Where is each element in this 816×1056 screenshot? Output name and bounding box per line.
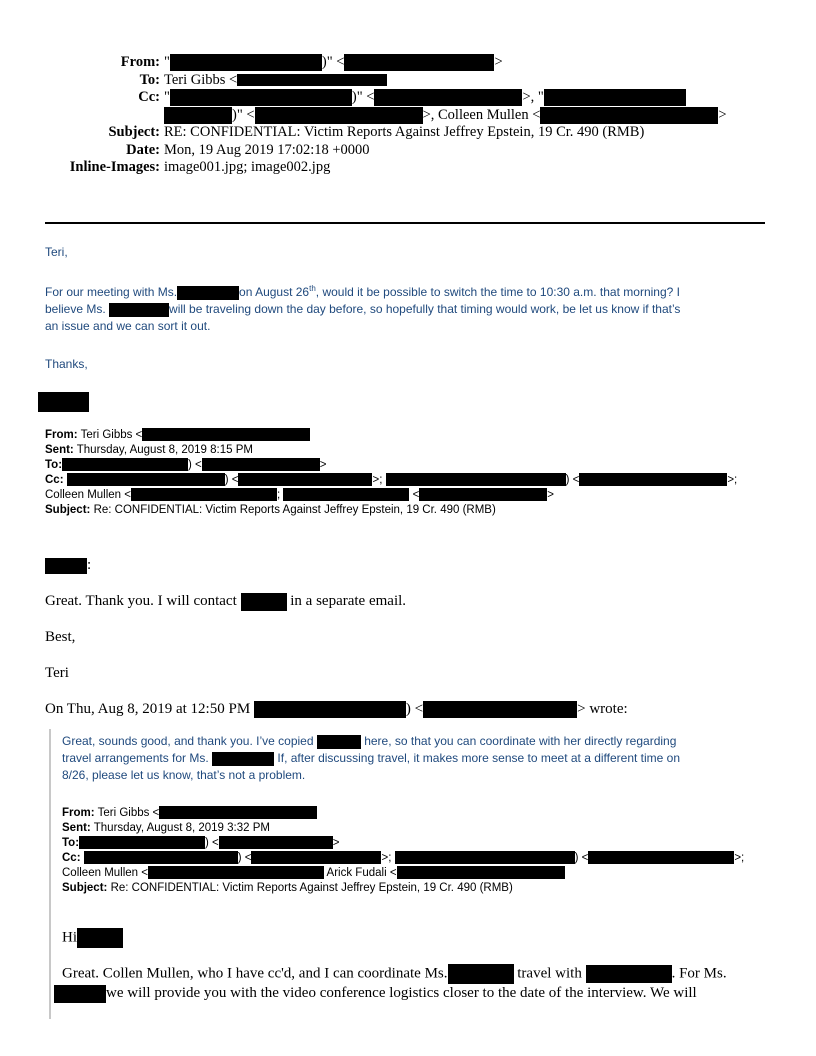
- msg3-body: Great. Collen Mullen, who I have cc'd, and I can coordinate Ms. travel with . For Ms. we will provide you with the video conference logistics closer to the date of the interview. We will: [62, 964, 767, 1003]
- header-to-value: [164, 72, 387, 90]
- msg1-greeting: Teri,: [45, 245, 68, 259]
- redaction: [241, 593, 287, 611]
- redaction: [79, 836, 205, 849]
- header-from-value: " )" < >: [164, 54, 503, 70]
- redaction: [317, 735, 361, 749]
- msg1-closing: Thanks,: [45, 357, 88, 371]
- redaction: [344, 54, 494, 71]
- redaction: [423, 701, 577, 718]
- redaction: [177, 286, 239, 300]
- header-date-row: [0, 142, 816, 160]
- redaction: [109, 303, 169, 317]
- header-date-value: Mon, 19 Aug 2019 17:02:18 +0000: [164, 141, 370, 158]
- redaction: [67, 473, 225, 486]
- redaction: [251, 851, 381, 864]
- cc-text: >, Colleen Mullen <: [422, 106, 541, 123]
- redaction: [164, 107, 232, 124]
- redaction: [586, 965, 672, 983]
- header-cc-row: [0, 89, 816, 107]
- header-to-row: [0, 72, 816, 90]
- redaction: [588, 851, 734, 864]
- header-to-name: Teri Gibbs <: [164, 71, 238, 88]
- header-to-label: To:: [139, 71, 160, 88]
- redaction: [255, 107, 423, 124]
- redaction: [170, 54, 322, 71]
- header-subject-row: [0, 124, 816, 142]
- header-divider: [45, 222, 765, 224]
- redaction: [142, 428, 310, 441]
- redaction: [374, 89, 522, 106]
- msg1-paragraph: For our meeting with Ms. on August 26th, would it be possible to switch the time to 10:30 a.m. that morning? I believe Ms. will be traveling down the day before, so hopefully that timing would work, be let us know if that’s an issue and we can sort it out.: [45, 284, 681, 333]
- redaction: [77, 928, 123, 948]
- quote-bar: [49, 729, 51, 1019]
- redaction: [283, 488, 409, 501]
- header-from-row: [0, 54, 816, 72]
- header-inline-images-row: [0, 159, 816, 177]
- redaction: [448, 964, 514, 984]
- redaction: [419, 488, 547, 501]
- msg2-salutation: :: [45, 556, 91, 574]
- redaction: [238, 473, 372, 486]
- redaction: [237, 74, 387, 86]
- redaction: [395, 851, 575, 864]
- redaction: [148, 866, 324, 879]
- redaction: [131, 488, 277, 501]
- header-from-label: From:: [120, 54, 160, 70]
- quoted-paragraph: Great, sounds good, and thank you. I’ve copied here, so that you can coordinate with her directly regarding travel arrangements for Ms. If, after discussing travel, it makes more sense to meet at a different time on 8/26, please let us know, that’s not a problem.: [62, 734, 681, 782]
- quoted-header-2: From: Teri Gibbs < Sent: Thursday, August 8, 2019 3:32 PM To: ) < > Cc: ) < >; ) < >; Colleen Mullen < Arick Fudali < Subject: Re: CONFIDENTIAL: Victim Reports Against Jeffrey Epstein, 19 Cr. 490 (RMB): [62, 807, 745, 894]
- header-subject-label: Subject:: [108, 124, 160, 140]
- redaction: [540, 107, 718, 124]
- redaction: [397, 866, 565, 879]
- msg3-hi: Hi: [62, 928, 767, 948]
- header-inline-images-label: Inline-Images:: [69, 159, 160, 175]
- redaction: [170, 89, 352, 106]
- msg2-best: Best,: [45, 629, 76, 645]
- redaction: [45, 558, 87, 574]
- cc-text: >, ": [522, 89, 544, 105]
- header-date-label: Date:: [126, 141, 160, 158]
- header-cc-line2: [164, 107, 727, 125]
- redaction: [219, 836, 333, 849]
- redaction: [202, 458, 320, 471]
- cc-text: ": [164, 89, 170, 105]
- cc-text: )" <: [232, 106, 255, 123]
- msg2-body: Great. Thank you. I will contact in a separate email.: [45, 593, 407, 609]
- quoted-header-1: From: Teri Gibbs < Sent: Thursday, August 8, 2019 8:15 PM To: ) < > Cc: ) < >; ) < >; Colleen Mullen < ; < > Subject: Re: CONFIDENTIAL: Victim Reports Against Jeffrey Epstein, 19 Cr. 490 (RMB): [45, 429, 738, 516]
- cc-text: )" <: [351, 89, 375, 105]
- signature-redaction: [38, 392, 89, 412]
- header-cc-label: Cc:: [138, 89, 160, 105]
- header-cc-line1: [164, 89, 686, 107]
- cc-text: >: [718, 106, 727, 123]
- header-inline-images-value: image001.jpg; image002.jpg: [164, 159, 331, 175]
- msg2-signature: Teri: [45, 665, 69, 681]
- redaction: [159, 806, 317, 819]
- redaction: [544, 89, 686, 106]
- redaction: [212, 752, 274, 766]
- header-cc-row-2: [0, 107, 816, 125]
- redaction: [54, 985, 106, 1003]
- header-subject-value: RE: CONFIDENTIAL: Victim Reports Against Jeffrey Epstein, 19 Cr. 490 (RMB): [164, 124, 645, 140]
- redaction: [579, 473, 727, 486]
- redaction: [386, 473, 566, 486]
- redaction: [62, 458, 188, 471]
- redaction: [84, 851, 238, 864]
- redaction: [254, 701, 406, 718]
- msg2-on-wrote: On Thu, Aug 8, 2019 at 12:50 PM ) < > wrote:: [45, 701, 628, 717]
- email-header: [0, 54, 816, 177]
